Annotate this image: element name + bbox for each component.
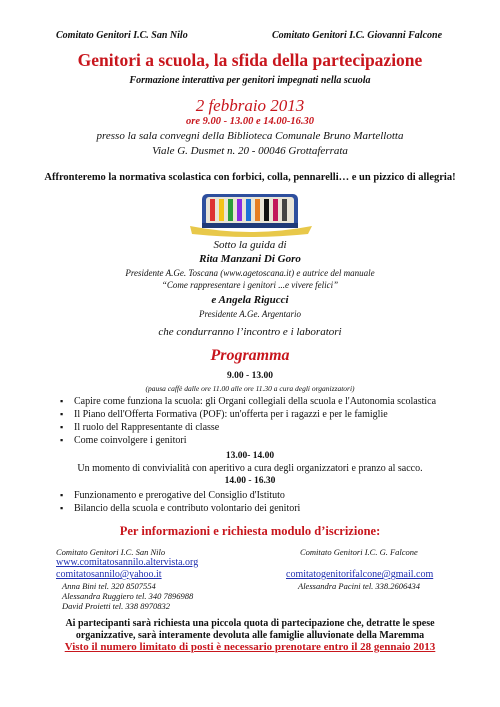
- guide-lead: Sotto la guida di: [213, 239, 287, 251]
- header-right: Comitato Genitori I.C. Giovanni Falcone: [272, 30, 443, 41]
- contact-alessandra-pacini: Alessandra Pacini tel. 338.2606434: [298, 581, 421, 591]
- list-item: ▪ Capire come funziona la scuola: gli Organi collegiali della scuola e l'Autonomia scolastica: [60, 395, 450, 408]
- list-item: ▪ Il ruolo del Rappresentante di classe: [60, 421, 450, 434]
- contact-david-proietti: David Proietti tel. 338 8970832: [62, 601, 171, 611]
- list-item: ▪ Il Piano dell'Offerta Formativa (POF): un'offerta per i ragazzi e per le famiglie: [60, 408, 450, 421]
- pencil-case-illustration: [180, 188, 320, 238]
- break-text: Un momento di convivialità con aperitivo a cura degli organizzatori e pranzo al sacco.: [77, 463, 423, 474]
- list-item: ▪ Bilancio della scuola e contributo volontario dei genitori: [60, 502, 450, 515]
- list-item: ▪ Funzionamento e prerogative del Consiglio d'Istituto: [60, 489, 450, 502]
- pencil-icon: [255, 199, 260, 221]
- pencil-icon: [237, 199, 242, 221]
- falcone-email-link[interactable]: comitatogenitorifalcone@gmail.com: [286, 569, 434, 580]
- page-subtitle: Formazione interattiva per genitori impegnati nella scuola: [129, 75, 371, 86]
- programma-heading: Programma: [210, 347, 290, 364]
- pencil-icon: [282, 199, 287, 221]
- pencil-icon: [210, 199, 215, 221]
- registration-deadline: Visto il numero limitato di posti è necessario prenotare entro il 28 gennaio 2013: [64, 641, 436, 653]
- san-nilo-website-link[interactable]: www.comitatosannilo.altervista.org: [56, 557, 199, 568]
- speaker-2-name: e Angela Rigucci: [211, 294, 289, 306]
- venue-line-2: Viale G. Dusmet n. 20 - 00046 Grottaferrata: [152, 145, 348, 157]
- pencil-icon: [264, 199, 269, 221]
- speaker-1-role: Presidente A.Ge. Toscana (www.agetoscana.it) e autrice del manuale: [125, 268, 375, 278]
- contact-right-title: Comitato Genitori I.C. G. Falcone: [300, 547, 418, 557]
- header-left: Comitato Genitori I.C. San Nilo: [56, 30, 188, 41]
- session-1-note: (pausa caffè dalle ore 11.00 alle ore 11.30 a cura degli organizzatori): [145, 384, 355, 393]
- list-item: ▪ Come coinvolgere i genitori: [60, 434, 450, 447]
- session-1-list: [60, 395, 450, 447]
- info-heading: Per informazioni e richiesta modulo d’iscrizione:: [119, 524, 381, 538]
- guide-closing: che condurranno l’incontro e i laboratori: [158, 326, 342, 338]
- pencil-icon: [273, 199, 278, 221]
- footer-line-1: Ai partecipanti sarà richiesta una piccola quota di partecipazione che, detratte le spese: [65, 618, 435, 629]
- pencil-case-zipper-icon: [202, 223, 298, 228]
- contact-left-title: Comitato Genitori I.C. San Nilo: [56, 547, 166, 557]
- session-2-time: 14.00 - 16.30: [224, 476, 276, 486]
- pencil-icon: [219, 199, 224, 221]
- session-2-list: [60, 489, 450, 515]
- speaker-2-role: Presidente A.Ge. Argentario: [199, 309, 301, 319]
- venue-line-1: presso la sala convegni della Biblioteca Comunale Bruno Martellotta: [96, 130, 404, 142]
- speaker-1-name: Rita Manzani Di Goro: [199, 253, 301, 265]
- page-title: Genitori a scuola, la sfida della partecipazione: [77, 50, 423, 70]
- pencil-icon: [246, 199, 251, 221]
- speaker-1-book: “Come rappresentare i genitori ...e vivere felici”: [161, 280, 339, 290]
- session-1-time: 9.00 - 13.00: [227, 371, 273, 381]
- contact-anna-bini: Anna Bini tel. 320 8507554: [62, 581, 156, 591]
- pencil-icon: [228, 199, 233, 221]
- intro-text: Affronteremo la normativa scolastica con forbici, colla, pennarelli… e un pizzico di allegria!: [44, 172, 456, 183]
- event-date: 2 febbraio 2013: [195, 96, 305, 115]
- contact-alessandra-ruggiero: Alessandra Ruggiero tel. 340 7896988: [62, 591, 194, 601]
- break-time: 13.00- 14.00: [225, 451, 275, 461]
- event-time: ore 9.00 - 13.00 e 14.00-16.30: [185, 116, 315, 127]
- san-nilo-email-link[interactable]: comitatosannilo@yahoo.it: [56, 569, 162, 580]
- footer-line-2: organizzative, sarà interamente devoluta alle famiglie alluvionate della Maremma: [75, 630, 425, 641]
